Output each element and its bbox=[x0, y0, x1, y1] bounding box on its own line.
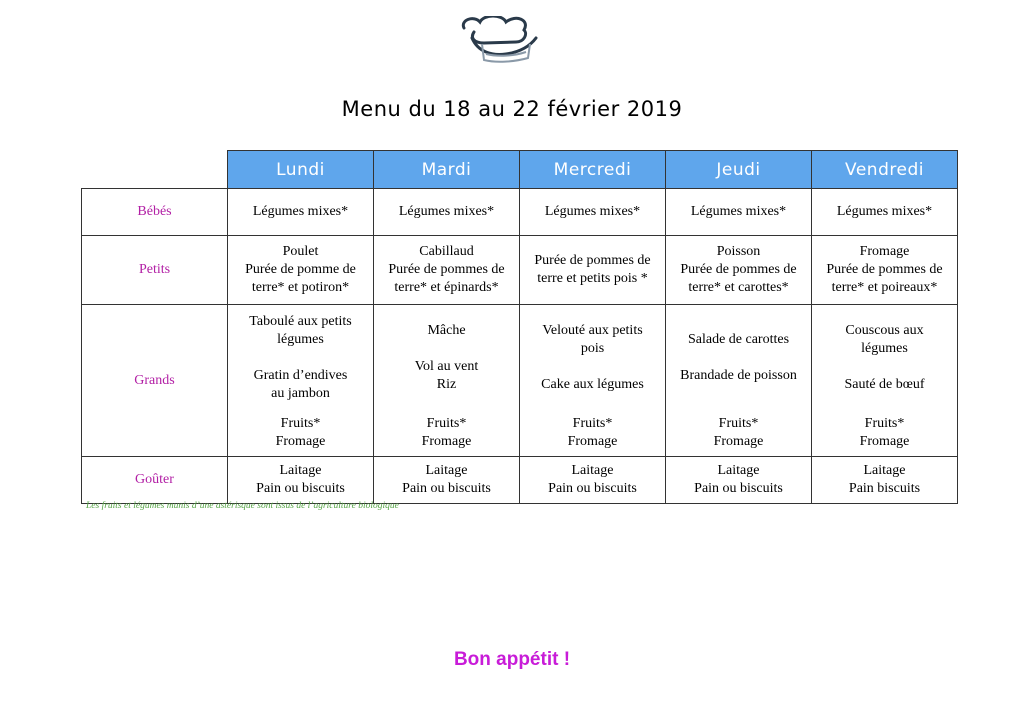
cell-grands-vendredi bbox=[812, 305, 958, 411]
cell-gouter-jeudi bbox=[666, 457, 812, 504]
cell-dessert-lundi bbox=[228, 411, 374, 457]
dish-line: pois bbox=[580, 340, 605, 356]
page-title: Menu du 18 au 22 février 2019 bbox=[341, 97, 683, 121]
cell-dessert-mercredi bbox=[520, 411, 666, 457]
dish-line: Purée de pommes de bbox=[534, 253, 651, 268]
organic-footnote: Les fruits et légumes munis d’une astérisque sont issus de l’agriculture biologique bbox=[86, 501, 399, 511]
row-grands bbox=[82, 305, 958, 411]
dish-line: Brandade de poisson bbox=[680, 367, 797, 383]
row-label-gouter: Goûter bbox=[82, 457, 228, 504]
row-bebes bbox=[82, 189, 958, 236]
cell-bebes-jeudi: Légumes mixes* bbox=[666, 189, 812, 236]
cell-petits-vendredi bbox=[812, 236, 958, 305]
dish-line: Fromage bbox=[275, 434, 326, 450]
cell-grands-mardi bbox=[374, 305, 520, 411]
day-header-mardi: Mardi bbox=[374, 151, 520, 189]
dish-line: Laitage bbox=[425, 463, 468, 478]
cell-grands-jeudi bbox=[666, 305, 812, 411]
dish-line: Vol au vent bbox=[414, 358, 479, 374]
cell-petits-lundi bbox=[228, 236, 374, 305]
dish-line: Pain ou biscuits bbox=[694, 481, 783, 496]
day-header-mercredi: Mercredi bbox=[520, 151, 666, 189]
dish-line: Salade de carottes bbox=[687, 331, 790, 347]
cell-dessert-jeudi bbox=[666, 411, 812, 457]
dish-line: Riz bbox=[436, 376, 457, 392]
dish-line: Fromage bbox=[421, 434, 472, 450]
cell-gouter-mercredi bbox=[520, 457, 666, 504]
dish-line: Purée de pommes de bbox=[388, 262, 505, 277]
cell-bebes-lundi: Légumes mixes* bbox=[228, 189, 374, 236]
dish-line: Pain ou biscuits bbox=[548, 481, 637, 496]
dish-line: Laitage bbox=[717, 463, 760, 478]
dish-line: Velouté aux petits bbox=[542, 322, 643, 338]
dish-line: terre et petits pois * bbox=[537, 271, 648, 286]
dish-line: terre* et carottes* bbox=[688, 280, 789, 295]
cell-dessert-mardi bbox=[374, 411, 520, 457]
dish-line: Purée de pommes de bbox=[826, 262, 943, 277]
line-gap bbox=[520, 358, 665, 376]
cell-bebes-vendredi: Légumes mixes* bbox=[812, 189, 958, 236]
dish-line: légumes bbox=[277, 331, 324, 347]
cell-gouter-vendredi bbox=[812, 457, 958, 504]
dish-line: Laitage bbox=[279, 463, 322, 478]
cell-gouter-mardi bbox=[374, 457, 520, 504]
row-petits bbox=[82, 236, 958, 305]
dish-line: Fromage bbox=[713, 434, 764, 450]
dish-line: légumes bbox=[861, 340, 908, 356]
dish-line: Gratin d’endives bbox=[253, 367, 348, 383]
dish-line: au jambon bbox=[271, 385, 330, 401]
line-gap bbox=[812, 358, 957, 376]
row-label-petits: Petits bbox=[82, 236, 228, 305]
dish-line: terre* et poireaux* bbox=[831, 280, 938, 295]
dish-line: Laitage bbox=[571, 463, 614, 478]
cell-grands-lundi bbox=[228, 305, 374, 411]
dish-line: Purée de pommes de bbox=[680, 262, 797, 277]
cell-grands-mercredi bbox=[520, 305, 666, 411]
day-header-vendredi: Vendredi bbox=[812, 151, 958, 189]
day-header-jeudi: Jeudi bbox=[666, 151, 812, 189]
chef-hat-icon bbox=[458, 16, 544, 66]
cell-petits-jeudi bbox=[666, 236, 812, 305]
menu-table bbox=[81, 150, 958, 504]
closing-text: Bon appétit ! bbox=[453, 649, 571, 670]
dish-line: Poulet bbox=[282, 244, 319, 259]
dish-line: Couscous aux bbox=[845, 322, 924, 338]
dish-line: Poisson bbox=[716, 244, 761, 259]
dish-line: Sauté de bœuf bbox=[844, 376, 925, 392]
line-gap bbox=[374, 340, 519, 358]
row-label-bebes: Bébés bbox=[82, 189, 228, 236]
row-gouter bbox=[82, 457, 958, 504]
dish-line: Mâche bbox=[427, 322, 466, 338]
dish-line: Fromage bbox=[859, 244, 910, 259]
dish-line: Fromage bbox=[567, 434, 618, 450]
cell-gouter-lundi bbox=[228, 457, 374, 504]
dish-line: Fruits* bbox=[718, 416, 759, 432]
dish-line: Fromage bbox=[859, 434, 910, 450]
dish-line: Fruits* bbox=[572, 416, 613, 432]
cell-petits-mercredi bbox=[520, 236, 666, 305]
dish-line: Cake aux légumes bbox=[541, 376, 644, 392]
table-corner bbox=[82, 151, 228, 189]
dish-line: Laitage bbox=[863, 463, 906, 478]
dish-line: Fruits* bbox=[280, 416, 321, 432]
cell-petits-mardi bbox=[374, 236, 520, 305]
row-label-grands: Grands bbox=[82, 305, 228, 457]
day-header-lundi: Lundi bbox=[228, 151, 374, 189]
dish-line: Pain ou biscuits bbox=[256, 481, 345, 496]
dish-line: Cabillaud bbox=[419, 244, 474, 259]
dish-line: terre* et épinards* bbox=[394, 280, 499, 295]
dish-line: Fruits* bbox=[864, 416, 905, 432]
line-gap bbox=[228, 349, 373, 367]
line-gap bbox=[666, 349, 811, 367]
dish-line: Fruits* bbox=[426, 416, 467, 432]
dish-line: Pain ou biscuits bbox=[402, 481, 491, 496]
dish-line: Taboulé aux petits bbox=[249, 313, 352, 329]
cell-bebes-mercredi: Légumes mixes* bbox=[520, 189, 666, 236]
dish-line: terre* et potiron* bbox=[251, 280, 350, 295]
cell-dessert-vendredi bbox=[812, 411, 958, 457]
cell-bebes-mardi: Légumes mixes* bbox=[374, 189, 520, 236]
dish-line: Purée de pomme de bbox=[245, 262, 356, 277]
dish-line: Pain biscuits bbox=[848, 481, 921, 496]
